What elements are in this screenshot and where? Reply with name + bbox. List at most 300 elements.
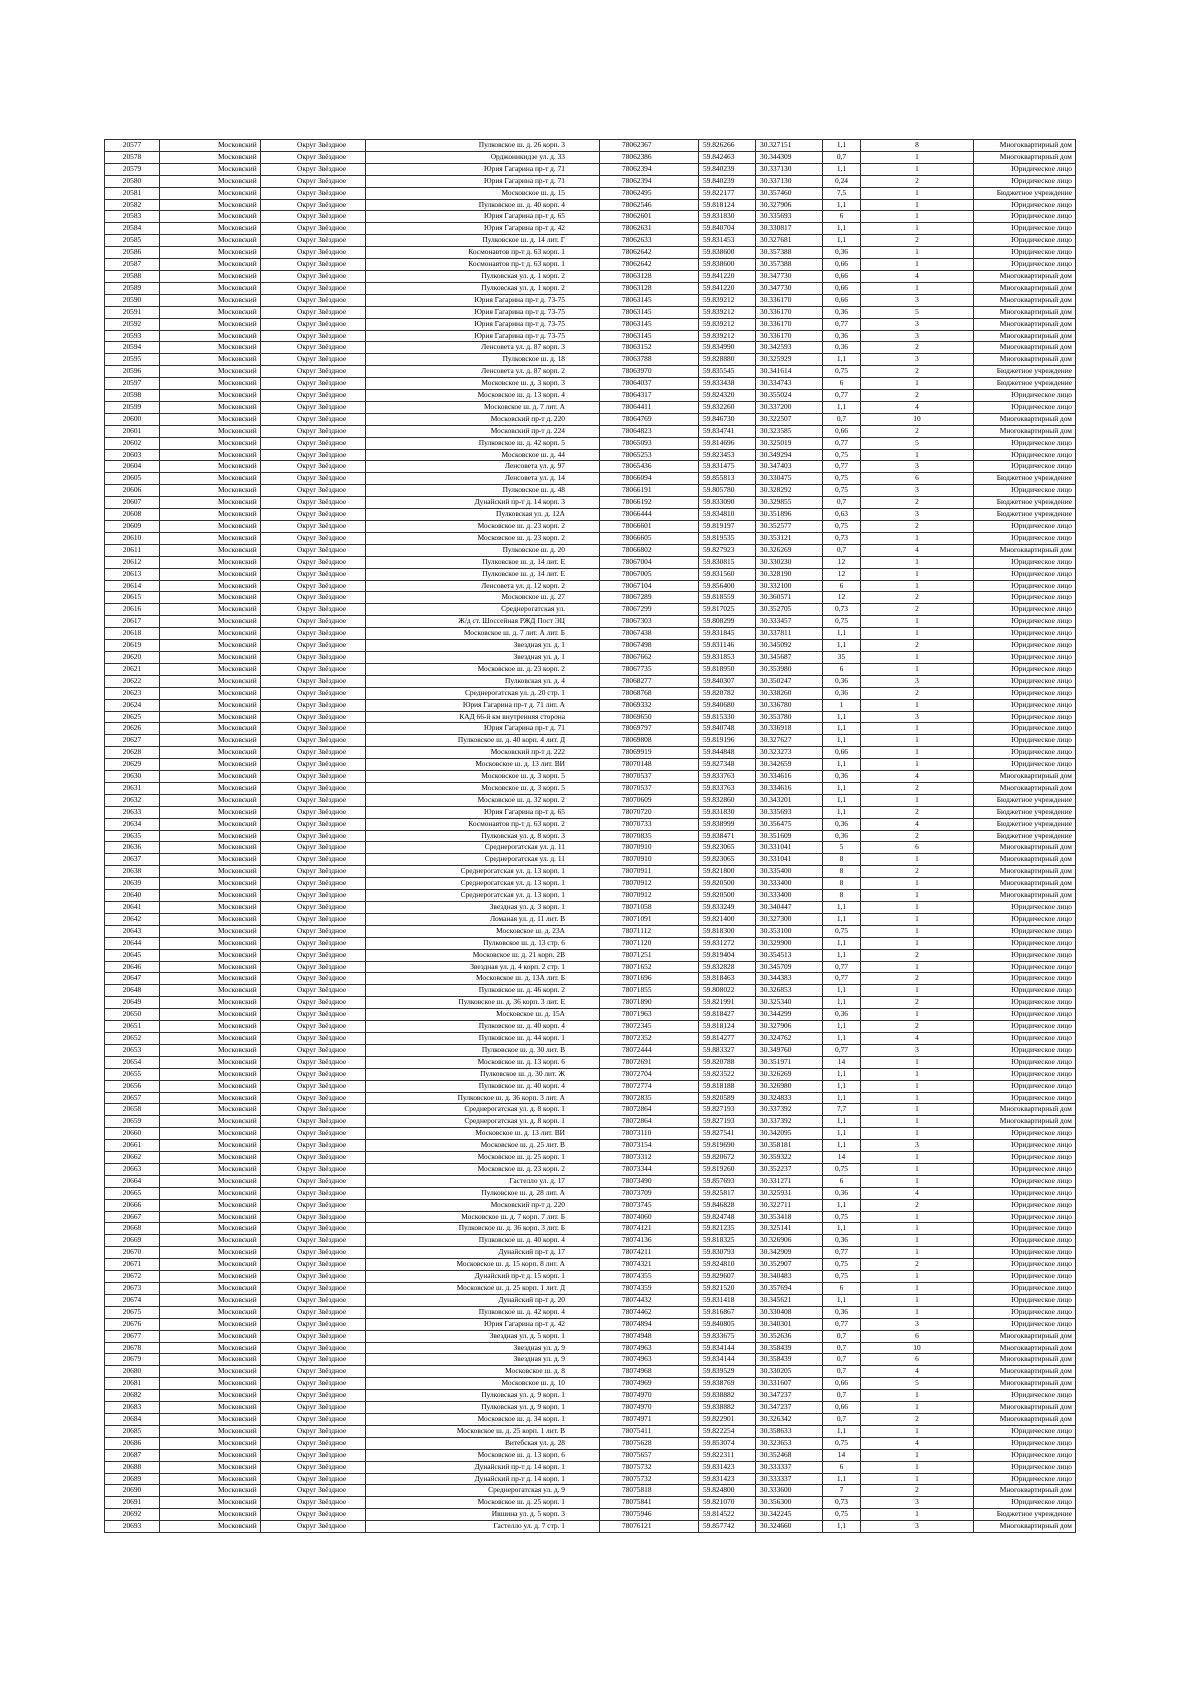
district-cell: Московский bbox=[160, 461, 261, 473]
count-cell: 5 bbox=[861, 306, 974, 318]
table-row bbox=[105, 711, 1076, 723]
district-cell: Московский bbox=[160, 1009, 261, 1021]
address-cell: Космонавтов пр-т д. 63 корп. 1 bbox=[366, 247, 600, 259]
count-cell: 2 bbox=[861, 425, 974, 437]
table-row bbox=[105, 1306, 1076, 1318]
latitude-cell: 59.826266 bbox=[699, 140, 756, 152]
object-type-cell: Многоквартирный дом bbox=[974, 294, 1076, 306]
object-code-cell: 78074462 bbox=[600, 1306, 699, 1318]
municipal-okrug-cell: Округ Звёздное bbox=[261, 1259, 366, 1271]
object-code-cell: 78065093 bbox=[600, 437, 699, 449]
latitude-cell: 59.816867 bbox=[699, 1306, 756, 1318]
table-row bbox=[105, 1354, 1076, 1366]
count-cell: 1 bbox=[861, 259, 974, 271]
district-cell: Московский bbox=[160, 1354, 261, 1366]
district-cell: Московский bbox=[160, 187, 261, 199]
table-row bbox=[105, 270, 1076, 282]
latitude-cell: 59.839212 bbox=[699, 330, 756, 342]
longitude-cell: 30.342909 bbox=[756, 1247, 823, 1259]
address-cell: Витебская ул. д. 28 bbox=[366, 1437, 600, 1449]
address-cell: Московское ш. д. 44 bbox=[366, 449, 600, 461]
district-cell: Московский bbox=[160, 1247, 261, 1259]
object-code-cell: 78072352 bbox=[600, 1032, 699, 1044]
record-id-cell: 20640 bbox=[105, 890, 160, 902]
address-cell: Ленсовета ул. д. 12 корп. 2 bbox=[366, 580, 600, 592]
municipal-okrug-cell: Округ Звёздное bbox=[261, 1044, 366, 1056]
count-cell: 2 bbox=[861, 604, 974, 616]
record-id-cell: 20668 bbox=[105, 1223, 160, 1235]
object-code-cell: 78076121 bbox=[600, 1521, 699, 1533]
object-type-cell: Юридическое лицо bbox=[974, 985, 1076, 997]
count-cell: 5 bbox=[861, 1378, 974, 1390]
record-id-cell: 20682 bbox=[105, 1390, 160, 1402]
area-cell: 0,77 bbox=[823, 318, 861, 330]
count-cell: 1 bbox=[861, 1425, 974, 1437]
record-id-cell: 20580 bbox=[105, 175, 160, 187]
municipal-okrug-cell: Округ Звёздное bbox=[261, 1294, 366, 1306]
record-id-cell: 20607 bbox=[105, 497, 160, 509]
longitude-cell: 30.347237 bbox=[756, 1390, 823, 1402]
record-id-cell: 20579 bbox=[105, 163, 160, 175]
latitude-cell: 59.808022 bbox=[699, 985, 756, 997]
district-cell: Московский bbox=[160, 473, 261, 485]
object-code-cell: 78074321 bbox=[600, 1259, 699, 1271]
longitude-cell: 30.326269 bbox=[756, 1068, 823, 1080]
record-id-cell: 20599 bbox=[105, 401, 160, 413]
table-row bbox=[105, 437, 1076, 449]
municipal-okrug-cell: Округ Звёздное bbox=[261, 1068, 366, 1080]
district-cell: Московский bbox=[160, 1116, 261, 1128]
district-cell: Московский bbox=[160, 1068, 261, 1080]
municipal-okrug-cell: Округ Звёздное bbox=[261, 1509, 366, 1521]
address-cell: Звездная ул. д. 4 корп. 2 стр. 1 bbox=[366, 961, 600, 973]
record-id-cell: 20585 bbox=[105, 235, 160, 247]
table-row bbox=[105, 1140, 1076, 1152]
count-cell: 1 bbox=[861, 532, 974, 544]
count-cell: 1 bbox=[861, 199, 974, 211]
table-row bbox=[105, 1116, 1076, 1128]
area-cell: 1,1 bbox=[823, 985, 861, 997]
municipal-okrug-cell: Округ Звёздное bbox=[261, 449, 366, 461]
object-type-cell: Многоквартирный дом bbox=[974, 425, 1076, 437]
municipal-okrug-cell: Округ Звёздное bbox=[261, 1461, 366, 1473]
object-code-cell: 78063152 bbox=[600, 342, 699, 354]
object-code-cell: 78074968 bbox=[600, 1366, 699, 1378]
longitude-cell: 30.331607 bbox=[756, 1378, 823, 1390]
table-row bbox=[105, 1175, 1076, 1187]
object-code-cell: 78075732 bbox=[600, 1461, 699, 1473]
latitude-cell: 59.834144 bbox=[699, 1342, 756, 1354]
longitude-cell: 30.333457 bbox=[756, 616, 823, 628]
object-code-cell: 78068768 bbox=[600, 687, 699, 699]
object-code-cell: 78073745 bbox=[600, 1199, 699, 1211]
latitude-cell: 59.833090 bbox=[699, 497, 756, 509]
object-code-cell: 78070148 bbox=[600, 759, 699, 771]
address-cell: Ленсовета ул. д. 87 корп. 2 bbox=[366, 366, 600, 378]
object-type-cell: Юридическое лицо bbox=[974, 640, 1076, 652]
longitude-cell: 30.337130 bbox=[756, 175, 823, 187]
table-row bbox=[105, 997, 1076, 1009]
latitude-cell: 59.842463 bbox=[699, 151, 756, 163]
district-cell: Московский bbox=[160, 544, 261, 556]
municipal-okrug-cell: Округ Звёздное bbox=[261, 937, 366, 949]
address-cell: Орджоникидзе ул. д. 33 bbox=[366, 151, 600, 163]
address-cell: Московское ш. д. 25 корп. 1 лит. В bbox=[366, 1425, 600, 1437]
object-type-cell: Юридическое лицо bbox=[974, 723, 1076, 735]
object-type-cell: Многоквартирный дом bbox=[974, 140, 1076, 152]
latitude-cell: 59.838882 bbox=[699, 1402, 756, 1414]
table-row bbox=[105, 485, 1076, 497]
count-cell: 1 bbox=[861, 1092, 974, 1104]
district-cell: Московский bbox=[160, 913, 261, 925]
count-cell: 1 bbox=[861, 937, 974, 949]
district-cell: Московский bbox=[160, 199, 261, 211]
latitude-cell: 59.839212 bbox=[699, 318, 756, 330]
longitude-cell: 30.332100 bbox=[756, 580, 823, 592]
district-cell: Московский bbox=[160, 485, 261, 497]
municipal-okrug-cell: Округ Звёздное bbox=[261, 1056, 366, 1068]
municipal-okrug-cell: Округ Звёздное bbox=[261, 1283, 366, 1295]
count-cell: 4 bbox=[861, 818, 974, 830]
object-type-cell: Бюджетное учреждение bbox=[974, 366, 1076, 378]
municipal-okrug-cell: Округ Звёздное bbox=[261, 294, 366, 306]
table-row bbox=[105, 1187, 1076, 1199]
municipal-okrug-cell: Округ Звёздное bbox=[261, 759, 366, 771]
longitude-cell: 30.342095 bbox=[756, 1128, 823, 1140]
address-cell: Московское ш. д. 25 корп. 1 bbox=[366, 1497, 600, 1509]
district-cell: Московский bbox=[160, 306, 261, 318]
record-id-cell: 20656 bbox=[105, 1080, 160, 1092]
municipal-okrug-cell: Округ Звёздное bbox=[261, 1497, 366, 1509]
object-type-cell: Юридическое лицо bbox=[974, 1259, 1076, 1271]
object-type-cell: Многоквартирный дом bbox=[974, 878, 1076, 890]
object-code-cell: 78070537 bbox=[600, 771, 699, 783]
object-type-cell: Юридическое лицо bbox=[974, 1163, 1076, 1175]
record-id-cell: 20647 bbox=[105, 973, 160, 985]
object-type-cell: Юридическое лицо bbox=[974, 902, 1076, 914]
latitude-cell: 59.818188 bbox=[699, 1080, 756, 1092]
area-cell: 0,7 bbox=[823, 1390, 861, 1402]
latitude-cell: 59.834990 bbox=[699, 342, 756, 354]
record-id-cell: 20649 bbox=[105, 997, 160, 1009]
latitude-cell: 59.831418 bbox=[699, 1294, 756, 1306]
count-cell: 2 bbox=[861, 342, 974, 354]
count-cell: 10 bbox=[861, 413, 974, 425]
count-cell: 1 bbox=[861, 1009, 974, 1021]
municipal-okrug-cell: Округ Звёздное bbox=[261, 1247, 366, 1259]
longitude-cell: 30.323273 bbox=[756, 747, 823, 759]
area-cell: 0,36 bbox=[823, 306, 861, 318]
municipal-okrug-cell: Округ Звёздное bbox=[261, 390, 366, 402]
latitude-cell: 59.831423 bbox=[699, 1473, 756, 1485]
record-id-cell: 20680 bbox=[105, 1366, 160, 1378]
table-row bbox=[105, 1199, 1076, 1211]
record-id-cell: 20606 bbox=[105, 485, 160, 497]
record-id-cell: 20608 bbox=[105, 509, 160, 521]
table-row bbox=[105, 366, 1076, 378]
table-row bbox=[105, 401, 1076, 413]
count-cell: 1 bbox=[861, 628, 974, 640]
object-type-cell: Бюджетное учреждение bbox=[974, 187, 1076, 199]
district-cell: Московский bbox=[160, 1318, 261, 1330]
table-row bbox=[105, 247, 1076, 259]
table-row bbox=[105, 1044, 1076, 1056]
object-type-cell: Многоквартирный дом bbox=[974, 1413, 1076, 1425]
district-cell: Московский bbox=[160, 997, 261, 1009]
area-cell: 1,1 bbox=[823, 1068, 861, 1080]
object-type-cell: Юридическое лицо bbox=[974, 1437, 1076, 1449]
record-id-cell: 20615 bbox=[105, 592, 160, 604]
municipal-okrug-cell: Округ Звёздное bbox=[261, 925, 366, 937]
count-cell: 8 bbox=[861, 140, 974, 152]
district-cell: Московский bbox=[160, 699, 261, 711]
object-code-cell: 78070912 bbox=[600, 890, 699, 902]
municipal-okrug-cell: Округ Звёздное bbox=[261, 1354, 366, 1366]
area-cell: 0,7 bbox=[823, 1330, 861, 1342]
longitude-cell: 30.349294 bbox=[756, 449, 823, 461]
area-cell: 0,77 bbox=[823, 973, 861, 985]
longitude-cell: 30.344309 bbox=[756, 151, 823, 163]
object-code-cell: 78070609 bbox=[600, 794, 699, 806]
table-row bbox=[105, 949, 1076, 961]
longitude-cell: 30.327300 bbox=[756, 913, 823, 925]
count-cell: 1 bbox=[861, 1104, 974, 1116]
table-row bbox=[105, 1425, 1076, 1437]
object-type-cell: Юридическое лицо bbox=[974, 556, 1076, 568]
municipal-okrug-cell: Округ Звёздное bbox=[261, 794, 366, 806]
area-cell: 0,36 bbox=[823, 675, 861, 687]
latitude-cell: 59.819260 bbox=[699, 1163, 756, 1175]
table-row bbox=[105, 1485, 1076, 1497]
municipal-okrug-cell: Округ Звёздное bbox=[261, 485, 366, 497]
area-cell: 8 bbox=[823, 878, 861, 890]
table-row bbox=[105, 1283, 1076, 1295]
latitude-cell: 59.821400 bbox=[699, 913, 756, 925]
municipal-okrug-cell: Округ Звёздное bbox=[261, 223, 366, 235]
count-cell: 4 bbox=[861, 1437, 974, 1449]
latitude-cell: 59.840748 bbox=[699, 723, 756, 735]
district-cell: Московский bbox=[160, 1259, 261, 1271]
district-cell: Московский bbox=[160, 235, 261, 247]
address-cell: Московское ш. д. 13 корп. 6 bbox=[366, 1449, 600, 1461]
object-code-cell: 78066605 bbox=[600, 532, 699, 544]
object-type-cell: Юридическое лицо bbox=[974, 1140, 1076, 1152]
object-type-cell: Юридическое лицо bbox=[974, 211, 1076, 223]
longitude-cell: 30.322711 bbox=[756, 1199, 823, 1211]
address-cell: Звездная ул. д. 5 корп. 1 bbox=[366, 1330, 600, 1342]
municipal-okrug-cell: Округ Звёздное bbox=[261, 378, 366, 390]
municipal-okrug-cell: Округ Звёздное bbox=[261, 1152, 366, 1164]
longitude-cell: 30.342593 bbox=[756, 342, 823, 354]
latitude-cell: 59.838882 bbox=[699, 1390, 756, 1402]
municipal-okrug-cell: Округ Звёздное bbox=[261, 985, 366, 997]
address-cell: Дунайский пр-т д. 14 корп. 1 bbox=[366, 1461, 600, 1473]
object-code-cell: 78074355 bbox=[600, 1271, 699, 1283]
count-cell: 1 bbox=[861, 913, 974, 925]
longitude-cell: 30.351609 bbox=[756, 830, 823, 842]
longitude-cell: 30.337811 bbox=[756, 628, 823, 640]
count-cell: 2 bbox=[861, 1199, 974, 1211]
area-cell: 0,66 bbox=[823, 1378, 861, 1390]
count-cell: 2 bbox=[861, 949, 974, 961]
record-id-cell: 20639 bbox=[105, 878, 160, 890]
area-cell: 1,1 bbox=[823, 913, 861, 925]
area-cell: 1,1 bbox=[823, 401, 861, 413]
object-type-cell: Многоквартирный дом bbox=[974, 890, 1076, 902]
address-cell: Дунайский пр-т д. 14 корп. 1 bbox=[366, 1473, 600, 1485]
object-code-cell: 78070720 bbox=[600, 806, 699, 818]
record-id-cell: 20625 bbox=[105, 711, 160, 723]
area-cell: 6 bbox=[823, 1283, 861, 1295]
district-cell: Московский bbox=[160, 354, 261, 366]
address-cell: Пулковское ш. д. 13 стр. 6 bbox=[366, 937, 600, 949]
municipal-okrug-cell: Округ Звёздное bbox=[261, 1009, 366, 1021]
district-cell: Московский bbox=[160, 782, 261, 794]
count-cell: 2 bbox=[861, 390, 974, 402]
longitude-cell: 30.357388 bbox=[756, 259, 823, 271]
object-type-cell: Юридическое лицо bbox=[974, 1306, 1076, 1318]
registry-table-body bbox=[105, 140, 1076, 1533]
object-code-cell: 78063145 bbox=[600, 294, 699, 306]
object-code-cell: 78073110 bbox=[600, 1128, 699, 1140]
count-cell: 3 bbox=[861, 1140, 974, 1152]
longitude-cell: 30.342245 bbox=[756, 1509, 823, 1521]
object-code-cell: 78067662 bbox=[600, 651, 699, 663]
record-id-cell: 20597 bbox=[105, 378, 160, 390]
longitude-cell: 30.334743 bbox=[756, 378, 823, 390]
latitude-cell: 59.833675 bbox=[699, 1330, 756, 1342]
longitude-cell: 30.352636 bbox=[756, 1330, 823, 1342]
area-cell: 0,75 bbox=[823, 1437, 861, 1449]
object-code-cell: 78074359 bbox=[600, 1283, 699, 1295]
district-cell: Московский bbox=[160, 628, 261, 640]
address-cell: Пулковское ш. д. 42 корп. 4 bbox=[366, 1306, 600, 1318]
area-cell: 1,1 bbox=[823, 235, 861, 247]
municipal-okrug-cell: Округ Звёздное bbox=[261, 902, 366, 914]
record-id-cell: 20586 bbox=[105, 247, 160, 259]
count-cell: 2 bbox=[861, 592, 974, 604]
longitude-cell: 30.333337 bbox=[756, 1473, 823, 1485]
area-cell: 0,75 bbox=[823, 485, 861, 497]
address-cell: Московское ш. д. 25 лит. В bbox=[366, 1140, 600, 1152]
table-row bbox=[105, 1021, 1076, 1033]
object-code-cell: 78066094 bbox=[600, 473, 699, 485]
longitude-cell: 30.326342 bbox=[756, 1413, 823, 1425]
record-id-cell: 20672 bbox=[105, 1271, 160, 1283]
district-cell: Московский bbox=[160, 1473, 261, 1485]
object-type-cell: Юридическое лицо bbox=[974, 961, 1076, 973]
area-cell: 0,66 bbox=[823, 282, 861, 294]
area-cell: 0,66 bbox=[823, 1402, 861, 1414]
district-cell: Московский bbox=[160, 437, 261, 449]
count-cell: 1 bbox=[861, 985, 974, 997]
municipal-okrug-cell: Округ Звёздное bbox=[261, 1199, 366, 1211]
address-cell: Пулковское ш. д. 40 корп. 4 bbox=[366, 1235, 600, 1247]
record-id-cell: 20613 bbox=[105, 568, 160, 580]
municipal-okrug-cell: Округ Звёздное bbox=[261, 235, 366, 247]
count-cell: 2 bbox=[861, 687, 974, 699]
object-type-cell: Юридическое лицо bbox=[974, 1128, 1076, 1140]
record-id-cell: 20652 bbox=[105, 1032, 160, 1044]
object-type-cell: Юридическое лицо bbox=[974, 1461, 1076, 1473]
object-code-cell: 78071890 bbox=[600, 997, 699, 1009]
longitude-cell: 30.360571 bbox=[756, 592, 823, 604]
table-row bbox=[105, 1294, 1076, 1306]
area-cell: 1,1 bbox=[823, 223, 861, 235]
area-cell: 1,1 bbox=[823, 1521, 861, 1533]
municipal-okrug-cell: Округ Звёздное bbox=[261, 1485, 366, 1497]
table-row bbox=[105, 699, 1076, 711]
object-code-cell: 78063145 bbox=[600, 330, 699, 342]
latitude-cell: 59.857742 bbox=[699, 1521, 756, 1533]
municipal-okrug-cell: Округ Звёздное bbox=[261, 366, 366, 378]
table-row bbox=[105, 1259, 1076, 1271]
count-cell: 1 bbox=[861, 747, 974, 759]
municipal-okrug-cell: Округ Звёздное bbox=[261, 1366, 366, 1378]
count-cell: 2 bbox=[861, 1021, 974, 1033]
object-type-cell: Юридическое лицо bbox=[974, 1199, 1076, 1211]
longitude-cell: 30.354513 bbox=[756, 949, 823, 961]
count-cell: 1 bbox=[861, 1390, 974, 1402]
count-cell: 1 bbox=[861, 794, 974, 806]
district-cell: Московский bbox=[160, 830, 261, 842]
address-cell: Юрия Гагарина пр-т д. 71 bbox=[366, 175, 600, 187]
longitude-cell: 30.353980 bbox=[756, 663, 823, 675]
count-cell: 1 bbox=[861, 1509, 974, 1521]
count-cell: 3 bbox=[861, 485, 974, 497]
table-row bbox=[105, 1366, 1076, 1378]
latitude-cell: 59.818124 bbox=[699, 1021, 756, 1033]
longitude-cell: 30.336170 bbox=[756, 294, 823, 306]
longitude-cell: 30.358181 bbox=[756, 1140, 823, 1152]
count-cell: 3 bbox=[861, 318, 974, 330]
object-code-cell: 78071696 bbox=[600, 973, 699, 985]
area-cell: 0,36 bbox=[823, 342, 861, 354]
area-cell: 1,1 bbox=[823, 1116, 861, 1128]
area-cell: 0,24 bbox=[823, 175, 861, 187]
object-code-cell: 78066601 bbox=[600, 521, 699, 533]
table-row bbox=[105, 782, 1076, 794]
municipal-okrug-cell: Округ Звёздное bbox=[261, 997, 366, 1009]
latitude-cell: 59.833249 bbox=[699, 902, 756, 914]
municipal-okrug-cell: Округ Звёздное bbox=[261, 1223, 366, 1235]
address-cell: Московское ш. д. 15 корп. 8 лит. А bbox=[366, 1259, 600, 1271]
municipal-okrug-cell: Округ Звёздное bbox=[261, 687, 366, 699]
record-id-cell: 20693 bbox=[105, 1521, 160, 1533]
municipal-okrug-cell: Округ Звёздное bbox=[261, 497, 366, 509]
longitude-cell: 30.326269 bbox=[756, 544, 823, 556]
record-id-cell: 20592 bbox=[105, 318, 160, 330]
municipal-okrug-cell: Округ Звёздное bbox=[261, 556, 366, 568]
table-row bbox=[105, 1235, 1076, 1247]
address-cell: Юрия Гагарина пр-т д. 42 bbox=[366, 1318, 600, 1330]
address-cell: Пулковская ул. д. 8 корп. 3 bbox=[366, 830, 600, 842]
municipal-okrug-cell: Округ Звёздное bbox=[261, 306, 366, 318]
count-cell: 3 bbox=[861, 330, 974, 342]
address-cell: КАД 66-й км внутренняя сторона bbox=[366, 711, 600, 723]
area-cell: 8 bbox=[823, 890, 861, 902]
municipal-okrug-cell: Округ Звёздное bbox=[261, 1116, 366, 1128]
latitude-cell: 59.855813 bbox=[699, 473, 756, 485]
address-cell: Московский пр-т д. 220 bbox=[366, 413, 600, 425]
count-cell: 1 bbox=[861, 449, 974, 461]
count-cell: 1 bbox=[861, 735, 974, 747]
district-cell: Московский bbox=[160, 1425, 261, 1437]
district-cell: Московский bbox=[160, 1485, 261, 1497]
count-cell: 6 bbox=[861, 1330, 974, 1342]
object-code-cell: 78074211 bbox=[600, 1247, 699, 1259]
object-type-cell: Многоквартирный дом bbox=[974, 330, 1076, 342]
